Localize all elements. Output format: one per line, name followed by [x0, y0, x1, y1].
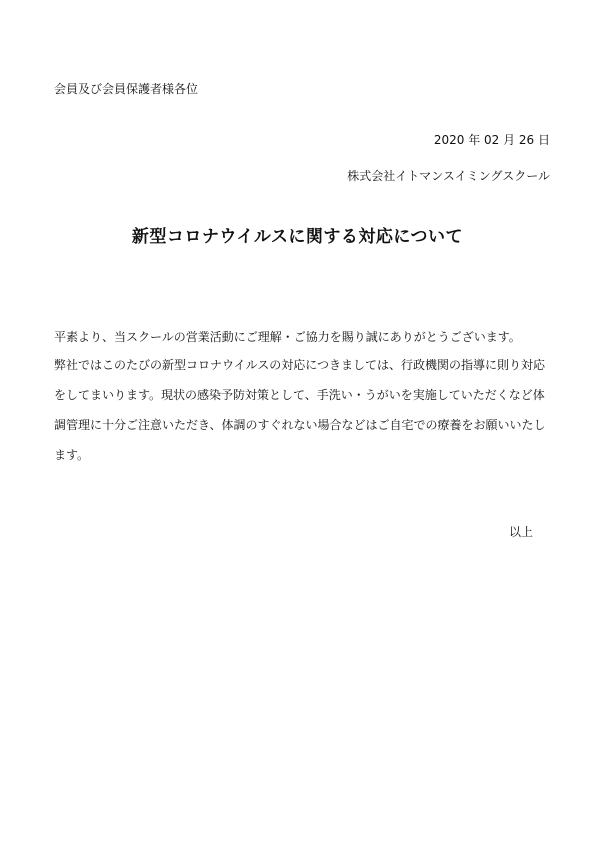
sender-company: 株式会社イトマンスイミングスクール: [347, 169, 550, 183]
body-paragraph-1: 平素より、当スクールの営業活動にご理解・ご協力を賜り誠にありがとうございます。: [54, 330, 521, 344]
paragraph-line: 弊社ではこのたびの新型コロナウイルスの対応につきましては、行政機関の指導に則り対応: [54, 358, 546, 372]
document-date: 2020 年 02 月 26 日: [433, 133, 550, 147]
closing-mark: 以上: [508, 525, 533, 539]
document-body: [54, 329, 548, 477]
recipient-line: 会員及び会員保護者様各位: [54, 82, 199, 96]
paragraph-line: 調管理に十分ご注意いただき、体調のすぐれない場合などはご自宅での療養をお願いいたし: [54, 418, 546, 432]
document-title: 新型コロナウイルスに関する対応について: [131, 227, 464, 247]
paragraph-line: をしてまいります。現状の感染予防対策として、手洗い・うがいを実施していただくなど体: [54, 388, 545, 402]
paragraph-line: ます。: [54, 448, 90, 462]
body-paragraph-2: [54, 357, 548, 463]
